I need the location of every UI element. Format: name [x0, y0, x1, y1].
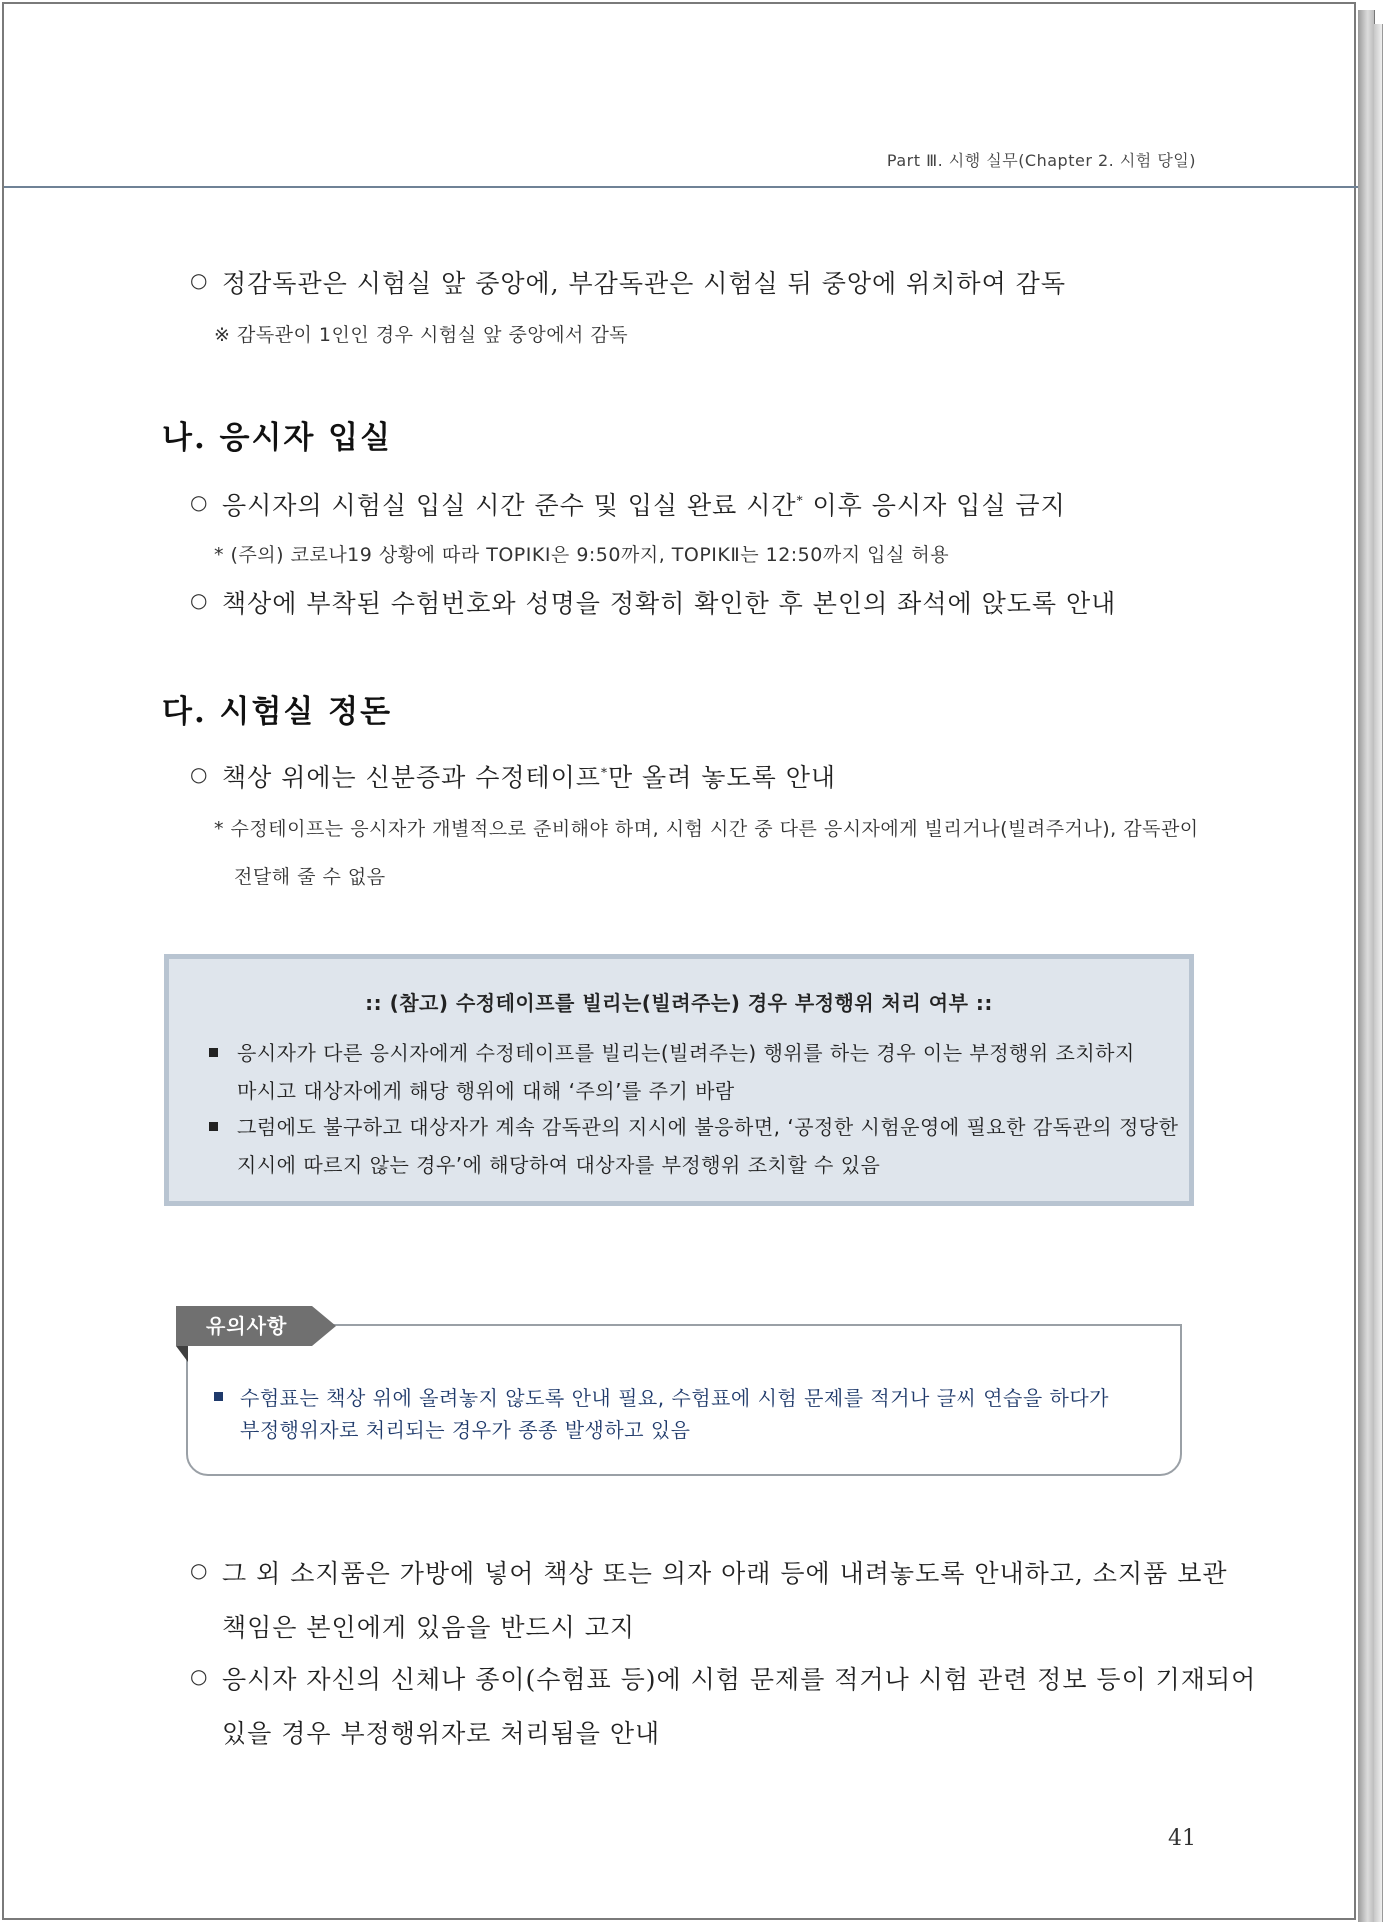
circle-bullet-icon: ○	[190, 588, 208, 612]
running-header: Part Ⅲ. 시행 실무(Chapter 2. 시험 당일)	[886, 151, 1196, 170]
circle-bullet-icon: ○	[190, 762, 208, 786]
caution-item-1-line-1: 수험표는 책상 위에 올려놓지 않도록 안내 필요, 수험표에 시험 문제를 적거나 글씨 연습을 하다가	[240, 1386, 1109, 1410]
intro-bullet-1: 정감독관은 시험실 앞 중앙에, 부감독관은 시험실 뒤 중앙에 위치하여 감독	[222, 269, 1066, 298]
reference-item-1-line-2: 마시고 대상자에게 해당 행위에 대해 ‘주의’를 주기 바람	[237, 1079, 735, 1103]
page-number: 41	[1168, 1826, 1196, 1851]
entry-note-1: * (주의) 코로나19 상황에 따라 TOPIKⅠ은 9:50까지, TOPIKⅡ는 12:50까지 입실 허용	[214, 544, 950, 566]
square-bullet-icon	[209, 1048, 218, 1057]
square-bullet-icon	[209, 1122, 218, 1131]
intro-note-1: ※ 감독관이 1인인 경우 시험실 앞 중앙에서 감독	[214, 324, 629, 346]
section-title-arrangement: 다. 시험실 정돈	[162, 694, 393, 730]
caution-tab-fold	[176, 1346, 188, 1362]
entry-bullet-2: 책상에 부착된 수험번호와 성명을 정확히 확인한 후 본인의 좌석에 앉도록 안내	[222, 589, 1117, 618]
circle-bullet-icon: ○	[190, 490, 208, 514]
reference-box	[164, 954, 1194, 1206]
closing-bullet-1-line-2: 책임은 본인에게 있음을 반드시 고지	[222, 1613, 636, 1642]
page-stack-edge-outer	[1374, 24, 1383, 1922]
reference-item-2-line-1: 그럼에도 불구하고 대상자가 계속 감독관의 지시에 불응하면, ‘공정한 시험운영에 필요한 감독관의 정당한	[237, 1115, 1179, 1139]
reference-box-title: :: (참고) 수정테이프를 빌리는(빌려주는) 경우 부정행위 처리 여부 ::	[365, 991, 993, 1015]
circle-bullet-icon: ○	[190, 268, 208, 292]
arrangement-note-line-1: * 수정테이프는 응시자가 개별적으로 준비해야 하며, 시험 시간 중 다른 응시자에게 빌리거나(빌려주거나), 감독관이	[214, 818, 1199, 840]
closing-bullet-2-line-2: 있을 경우 부정행위자로 처리됨을 안내	[222, 1719, 661, 1748]
closing-bullet-2-line-1: 응시자 자신의 신체나 종이(수험표 등)에 시험 문제를 적거나 시험 관련 정보 등이 기재되어	[222, 1665, 1257, 1694]
reference-item-1-line-1: 응시자가 다른 응시자에게 수정테이프를 빌리는(빌려주는) 행위를 하는 경우 이는 부정행위 조치하지	[237, 1041, 1135, 1065]
page-stack-edge	[1358, 10, 1375, 1922]
reference-item-2-line-2: 지시에 따르지 않는 경우’에 해당하여 대상자를 부정행위 조치할 수 있음	[237, 1153, 881, 1177]
square-bullet-icon	[214, 1392, 223, 1401]
section-title-entry: 나. 응시자 입실	[162, 420, 393, 456]
arrangement-bullet-1: 책상 위에는 신분증과 수정테이프*만 올려 놓도록 안내	[222, 763, 836, 792]
arrangement-note-line-2: 전달해 줄 수 없음	[234, 866, 386, 888]
circle-bullet-icon: ○	[190, 1558, 208, 1582]
header-rule	[4, 186, 1358, 188]
caution-tab-arrow	[312, 1306, 336, 1346]
entry-bullet-1: 응시자의 시험실 입실 시간 준수 및 입실 완료 시간* 이후 응시자 입실 금지	[222, 491, 1066, 520]
circle-bullet-icon: ○	[190, 1664, 208, 1688]
closing-bullet-1-line-1: 그 외 소지품은 가방에 넣어 책상 또는 의자 아래 등에 내려놓도록 안내하고, 소지품 보관	[222, 1559, 1228, 1588]
caution-tab: 유의사항	[176, 1306, 312, 1346]
caution-item-1-line-2: 부정행위자로 처리되는 경우가 종종 발생하고 있음	[240, 1418, 691, 1442]
